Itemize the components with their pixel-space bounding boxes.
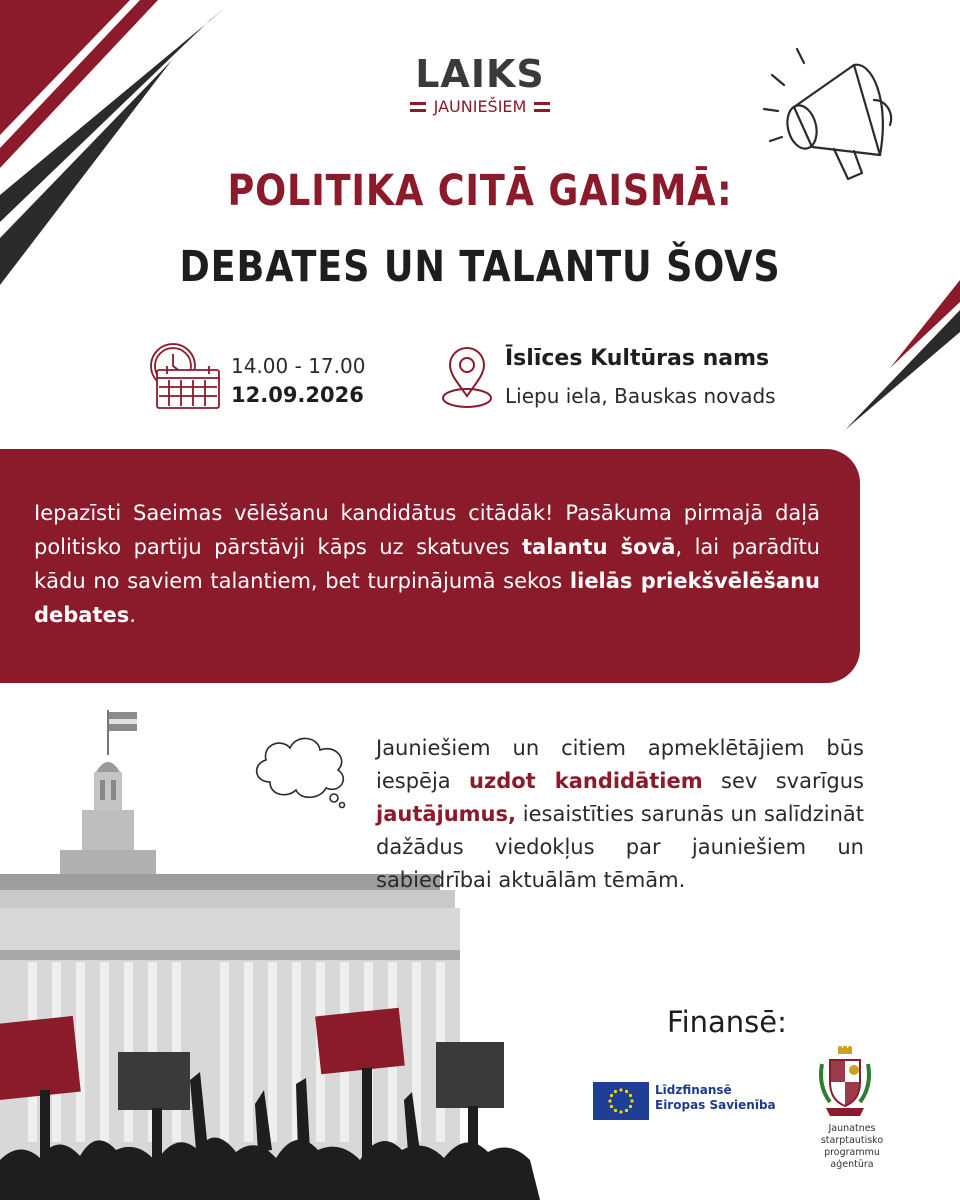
intro-text-3: .	[129, 603, 136, 627]
venue-address: Liepu iela, Bauskas novads	[505, 384, 776, 408]
intro-highlight-2: lielās priekšvēlēšanu debates	[34, 569, 820, 627]
agency-label	[802, 1123, 902, 1171]
details-text-3: iesaistīties sarunās un salīdzināt dažādus viedokļus par jauniešiem un sabiedrībai aktuālām tēmām.	[376, 802, 864, 892]
logo-word: LAIKS	[415, 52, 545, 96]
logo-subtitle-text: JAUNIEŠIEM	[433, 97, 527, 116]
details-highlight-1: uzdot kandidātiem	[469, 769, 703, 793]
venue-name: Īslīces Kultūras nams	[505, 346, 770, 371]
coat-of-arms-icon	[816, 1046, 874, 1122]
details-highlight-2: jautājumus,	[376, 802, 516, 826]
agency-label-line-1: Jaunatnes starptautisko	[820, 1123, 884, 1146]
event-time: 14.00 - 17.00	[231, 354, 366, 378]
logo	[380, 52, 580, 122]
intro-paragraph	[34, 496, 820, 632]
agency-label-line-2: programmu aģentūra	[824, 1147, 880, 1170]
crowd-illustration	[0, 1000, 540, 1200]
clock-calendar-icon	[147, 340, 223, 412]
intro-text-1: Iepazīsti Saeimas vēlēšanu kandidātus citādāk! Pasākuma pirmajā daļā politisko partiju pārstāvji kāps uz skatuves	[34, 501, 820, 559]
eu-cofinanced-label	[655, 1083, 776, 1113]
right-stripes	[830, 280, 960, 440]
eu-label-line-2: Eiropas Savienība	[655, 1098, 776, 1112]
intro-text-2: , lai parādītu kādu no saviem talantiem, bet turpinājumā sekos	[34, 535, 820, 593]
logo-subtitle	[380, 98, 580, 116]
logo-bar-left	[410, 102, 426, 112]
title-line-1: POLITIKA CITĀ GAISMĀ:	[227, 166, 733, 216]
intro-highlight-1: talantu šovā	[522, 535, 676, 559]
details-text-1: Jauniešiem un citiem apmeklētājiem būs iespēja	[376, 736, 864, 793]
funding-label: Finansē:	[667, 1005, 787, 1039]
flag-icon	[109, 712, 137, 731]
details-text-2: sev svarīgus	[702, 769, 864, 793]
location-pin-icon	[440, 346, 494, 410]
title-line-2: DEBATES UN TALANTU ŠOVS	[179, 242, 781, 292]
eu-flag-icon	[593, 1082, 649, 1120]
eu-label-line-1: Līdzfinansē	[655, 1083, 732, 1097]
logo-bar-right	[534, 102, 550, 112]
details-paragraph	[376, 732, 864, 897]
event-date: 12.09.2026	[231, 383, 364, 407]
